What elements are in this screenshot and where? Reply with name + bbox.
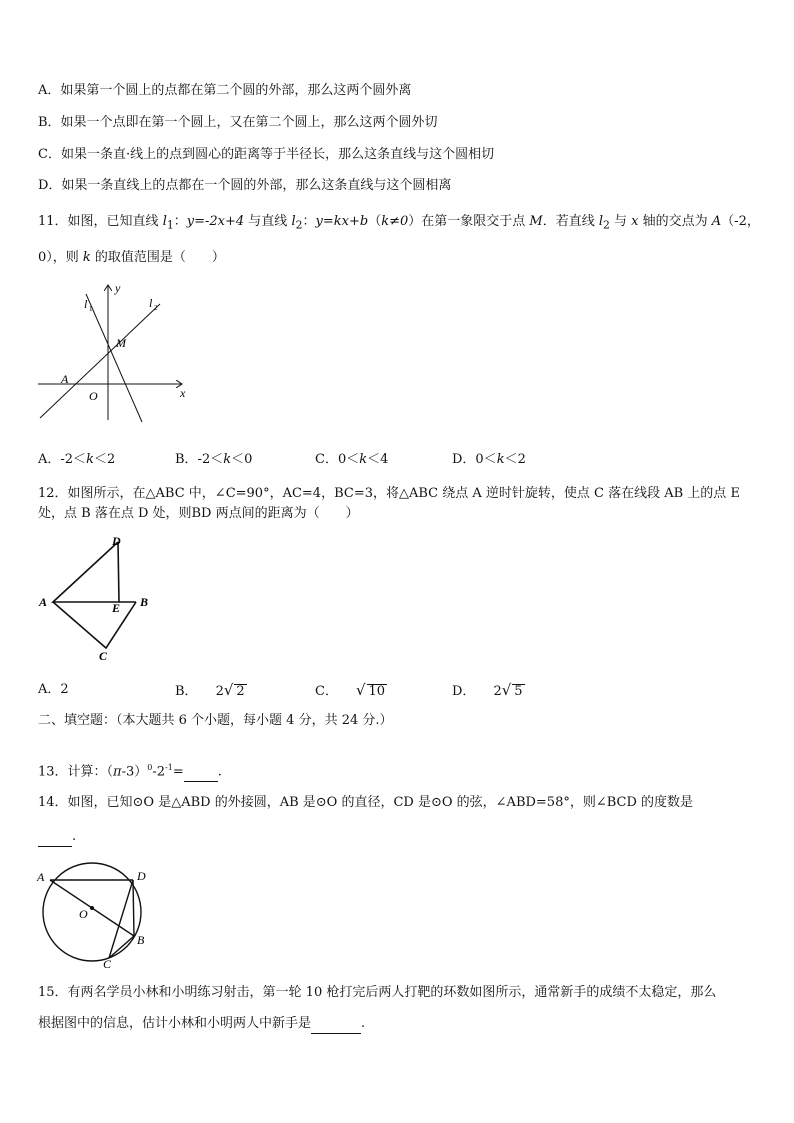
q11-option-a: A．-2＜k＜2 — [38, 452, 116, 467]
point-m-label: M — [116, 336, 126, 350]
q10-option-d: D．如果一条直线上的点都在一个圆的外部，那么这条直线与这个圆相离 — [38, 178, 452, 193]
point-b-label: B — [137, 933, 145, 947]
q12-figure — [36, 530, 156, 665]
q10-option-a: A．如果第一个圆上的点都在第二个圆的外部，那么这两个圆外离 — [38, 83, 412, 98]
l2-label: l — [149, 296, 153, 310]
q13-answer-blank[interactable] — [184, 763, 218, 782]
q12-option-b: B． 2√ 2 — [175, 681, 245, 699]
center-dot — [90, 906, 94, 910]
q14-stem-line1: 14．如图，已知⊙O 是△ABD 的外接圆，AB 是⊙O 的直径，CD 是⊙O 的弦，∠ABD=58°，则∠BCD 的度数是 — [38, 795, 694, 810]
point-d-label: D — [112, 534, 121, 548]
section-heading-fill-in: 二、填空题：（本大题共 6 个小题，每小题 4 分，共 24 分.） — [38, 713, 393, 728]
y-axis-label: y — [115, 281, 121, 295]
point-o-label: O — [79, 907, 88, 921]
point-c-label: C — [99, 649, 108, 663]
point-b-label: B — [140, 595, 149, 609]
q15-answer-blank[interactable] — [311, 1015, 361, 1034]
origin-label: O — [89, 389, 98, 403]
q15-stem-line2: 根据图中的信息，估计小林和小明两人中新手是 . — [38, 1015, 365, 1034]
segment-de — [118, 542, 119, 602]
q14-stem-line2: . — [38, 828, 76, 847]
q11-stem-line2: 0），则 k 的取值范围是（ ） — [38, 250, 225, 265]
q10-option-b: B．如果一个点即在第一个圆上，又在第二个圆上，那么这两个圆外切 — [38, 115, 438, 130]
chord-cd — [109, 880, 133, 958]
q11-option-b: B．-2＜k＜0 — [175, 452, 253, 467]
q15-stem-line1: 15．有两名学员小林和小明练习射击，第一轮 10 枪打完后两人打靶的环数如图所示，通常新手的成绩不太稳定，那么 — [38, 985, 717, 1000]
q13-stem: 13．计算：$(\pi-3)^0-2^{-1}=$ . — [38, 759, 222, 782]
point-a-label: A — [39, 595, 48, 609]
equation-l1: y=-2x+4 — [186, 214, 245, 229]
point-d-label: D — [137, 869, 146, 883]
q12-option-d: D． 2√ 5 — [452, 681, 523, 699]
q11-option-d: D．0＜k＜2 — [452, 452, 526, 467]
l1-label: l — [84, 297, 88, 311]
q11-option-c: C．0＜k＜4 — [315, 452, 389, 467]
segment-db — [133, 880, 134, 936]
equation-l2: y=kx+b — [315, 214, 369, 229]
point-a-label: A — [37, 870, 45, 884]
q12-option-c: C． √ 10 — [315, 681, 386, 699]
x-axis-label: x — [180, 386, 186, 400]
q10-option-c: C．如果一条直·线上的点到圆心的距离等于半径长，那么这条直线与这个圆相切 — [38, 147, 495, 162]
l1-subscript: 1 — [89, 305, 93, 313]
q14-figure — [36, 862, 156, 972]
l2-subscript: 2 — [154, 304, 158, 312]
triangle-acb — [53, 602, 136, 648]
q12-stem-line2: 处，点 B 落在点 D 处，则BD 两点间的距离为（ ） — [38, 506, 359, 521]
triangle-ade — [53, 542, 119, 602]
line-l2 — [40, 304, 160, 418]
point-e-label: E — [112, 601, 121, 615]
q12-stem-line1: 12．如图所示，在△ABC 中，∠C=90°，AC=4，BC=3，将△ABC 绕点 A 逆时针旋转，使点 C 落在线段 AB 上的点 E — [38, 486, 740, 501]
circle-o — [43, 863, 141, 961]
point-a-label: A — [61, 372, 69, 386]
q14-answer-blank[interactable] — [38, 828, 72, 847]
q11-figure — [36, 280, 196, 430]
point-c-label: C — [103, 957, 112, 971]
q11-stem-line1: 11．如图，已知直线 $l_1$：y=-2x+4 与直线 $l_2$：y=kx+b（k≠0）在第一象限交于点 M．若直线 $l_2$ 与 x 轴的交点为 A（-2， — [38, 214, 760, 232]
q12-option-a: A．2 — [38, 682, 69, 697]
